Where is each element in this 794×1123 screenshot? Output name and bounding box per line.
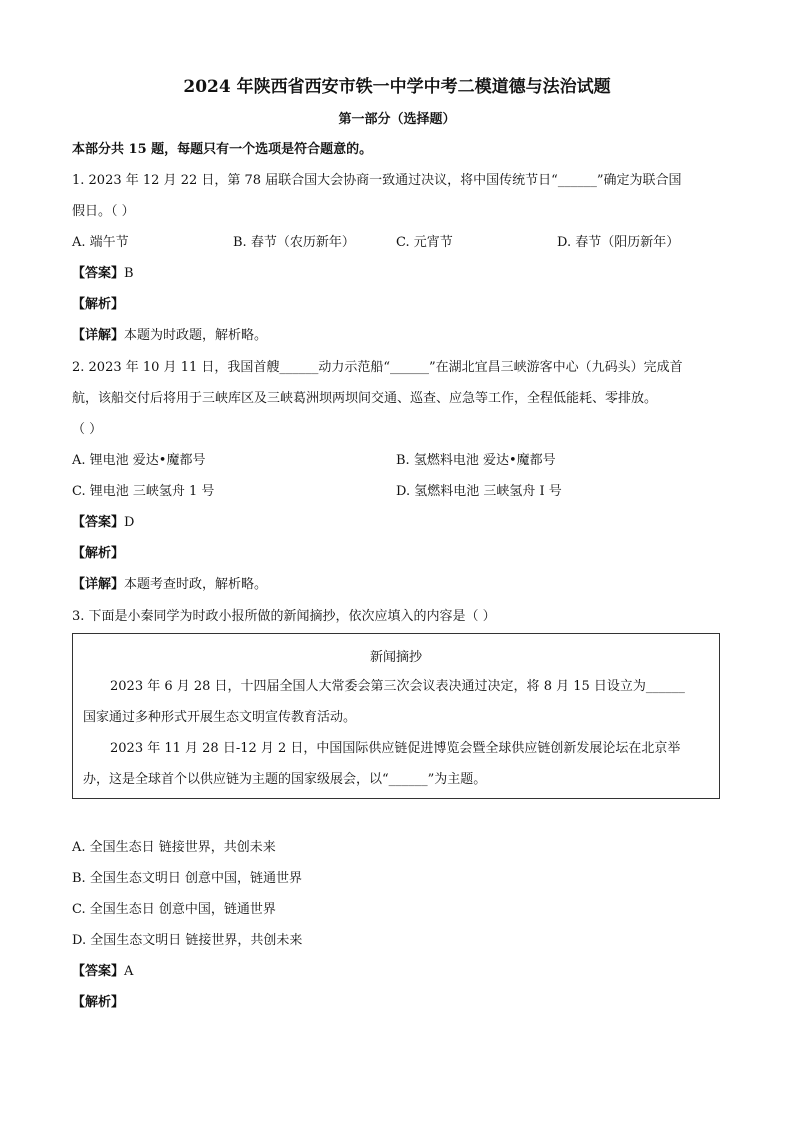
q1-option-b: B. 春节（农历新年） [233, 235, 355, 250]
q2-stem-line2: 航，该船交付后将用于三峡库区及三峡葛洲坝两坝间交通、巡查、应急等工作，全程低能耗、零排放。 [72, 391, 658, 406]
q1-analysis-label: 【解析】 [72, 297, 125, 312]
news-paragraph1-line2: 国家通过多种形式开展生态文明宣传教育活动。 [83, 710, 357, 725]
q3-analysis-label: 【解析】 [72, 995, 125, 1010]
q1-stem-line1: 1. 2023 年 12 月 22 日，第 78 届联合国大会协商一致通过决议，将中国传统节日“______”确定为联合国 [72, 173, 682, 188]
q2-option-a: A. 锂电池 爱达•魔都号 [72, 453, 206, 468]
news-paragraph1-line1: 2023 年 6 月 28 日，十四届全国人大常委会第三次会议表决通过决定，将 8 月 15 日设立为______ [110, 679, 685, 694]
detail-label: 【详解】 [72, 328, 125, 343]
q1-stem-line2: 假日。（ ） [72, 204, 135, 219]
q3-stem-line1: 3. 下面是小秦同学为时政小报所做的新闻摘抄，依次应填入的内容是（ ） [72, 609, 496, 624]
answer-label: 【答案】 [72, 515, 125, 530]
news-paragraph2-line2: 办，这是全球首个以供应链为主题的国家级展会，以“______”为主题。 [83, 772, 487, 787]
detail-text: 本题为时政题，解析略。 [124, 328, 268, 343]
q1-detail [72, 327, 267, 345]
news-excerpt-box [72, 633, 720, 799]
detail-label: 【详解】 [72, 577, 125, 592]
q3-option-a: A. 全国生态日 链接世界，共创未来 [72, 840, 276, 855]
detail-text: 本题考查时政，解析略。 [124, 577, 268, 592]
news-paragraph2-line1: 2023 年 11 月 28 日-12 月 2 日，中国国际供应链促进博览会暨全球供应链创新发展论坛在北京举 [110, 741, 681, 756]
q2-option-b: B. 氢燃料电池 爱达•魔都号 [396, 453, 556, 468]
q3-option-c: C. 全国生态日 创意中国，链通世界 [72, 902, 276, 917]
document-title: 2024 年陕西省西安市铁一中学中考二模道德与法治试题 [183, 77, 611, 97]
q2-analysis-label: 【解析】 [72, 546, 125, 561]
news-excerpt-title: 新闻摘抄 [369, 650, 422, 665]
answer-label: 【答案】 [72, 964, 125, 979]
answer-value: D [124, 515, 135, 530]
answer-label: 【答案】 [72, 266, 125, 281]
q2-stem-line1: 2. 2023 年 10 月 11 日，我国首艘______动力示范船“______”在湖北宜昌三峡游客中心（九码头）完成首 [72, 360, 683, 375]
q1-option-d: D. 春节（阳历新年） [557, 235, 680, 250]
q1-answer [72, 265, 134, 283]
q2-answer [72, 514, 134, 532]
q2-option-c: C. 锂电池 三峡氢舟 1 号 [72, 484, 215, 499]
q3-answer [72, 963, 133, 981]
answer-value: A [124, 964, 134, 979]
q2-detail [72, 576, 267, 594]
q3-option-b: B. 全国生态文明日 创意中国，链通世界 [72, 871, 302, 886]
part-title: 第一部分（选择题） [338, 112, 456, 127]
q2-stem-line3: （ ） [72, 422, 103, 437]
q3-option-d: D. 全国生态文明日 链接世界，共创未来 [72, 933, 303, 948]
answer-value: B [124, 266, 134, 281]
q1-option-c: C. 元宵节 [396, 235, 453, 250]
q2-option-d: D. 氢燃料电池 三峡氢舟 I 号 [396, 484, 562, 499]
instructions: 本部分共 15 题，每题只有一个选项是符合题意的。 [72, 142, 373, 157]
q1-option-a: A. 端午节 [72, 235, 129, 250]
